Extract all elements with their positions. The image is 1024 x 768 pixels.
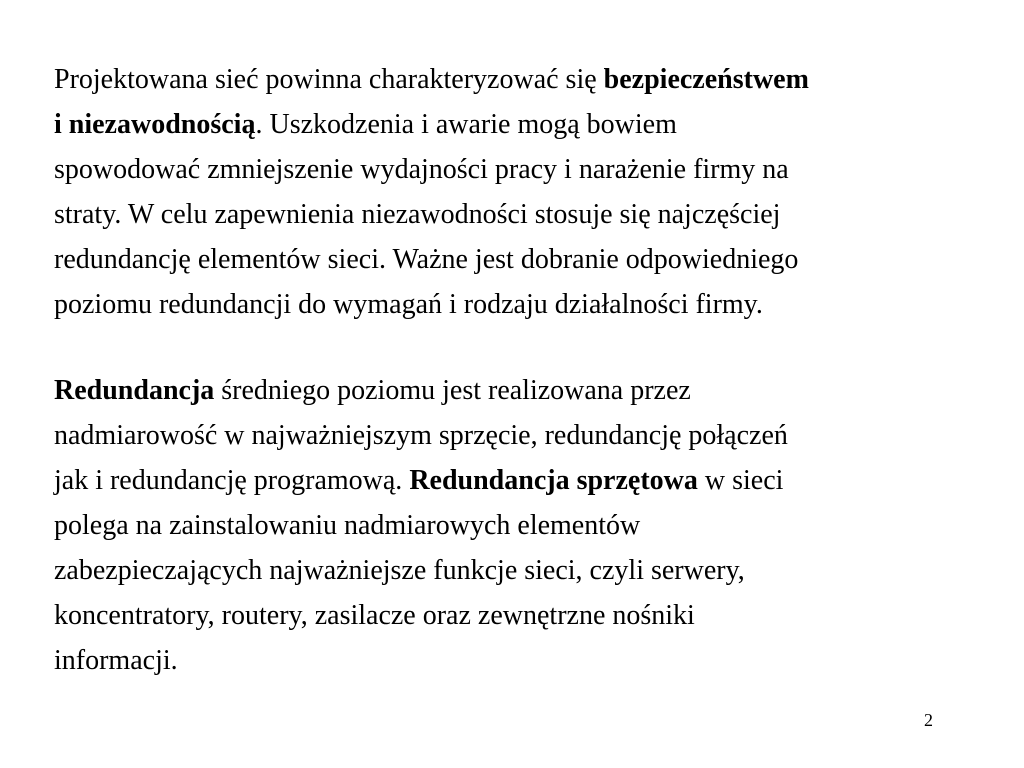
bold-term-security: bezpieczeństwem: [603, 64, 809, 95]
bold-term-reliability: i niezawodnością: [54, 109, 256, 140]
paragraph-line: [54, 368, 984, 413]
text-run: jak i redundancję programową.: [54, 465, 410, 496]
paragraph-line: poziomu redundancji do wymagań i rodzaju działalności firmy.: [54, 289, 763, 320]
page-number: 2: [924, 710, 933, 730]
text-run: Projektowana sieć powinna charakteryzować się: [54, 64, 604, 95]
paragraph-line: zabezpieczających najważniejsze funkcje sieci, czyli serwery,: [54, 555, 745, 586]
paragraph-line: nadmiarowość w najważniejszym sprzęcie, redundancję połączeń: [54, 420, 788, 451]
bold-term-redundancy: Redundancja: [54, 375, 215, 406]
paragraph-line: redundancję elementów sieci. Ważne jest dobranie odpowiedniego: [54, 244, 799, 275]
paragraph-line: informacji.: [54, 645, 178, 676]
paragraph-line: [54, 102, 984, 147]
bold-term-hardware-redundancy: Redundancja sprzętowa: [409, 465, 698, 496]
paragraph-line: straty. W celu zapewnienia niezawodności stosuje się najczęściej: [54, 199, 781, 230]
text-run: w sieci: [697, 465, 784, 496]
paragraph-line: [54, 57, 984, 102]
paragraph-reliability: [54, 57, 984, 327]
text-run: . Uszkodzenia i awarie mogą bowiem: [255, 109, 677, 140]
paragraph-line: polega na zainstalowaniu nadmiarowych elementów: [54, 510, 641, 541]
paragraph-line: spowodować zmniejszenie wydajności pracy i narażenie firmy na: [54, 154, 789, 185]
paragraph-redundancy: [54, 368, 984, 683]
text-run: średniego poziomu jest realizowana przez: [214, 375, 691, 406]
paragraph-line: koncentratory, routery, zasilacze oraz zewnętrzne nośniki: [54, 600, 695, 631]
paragraph-line: [54, 458, 984, 503]
